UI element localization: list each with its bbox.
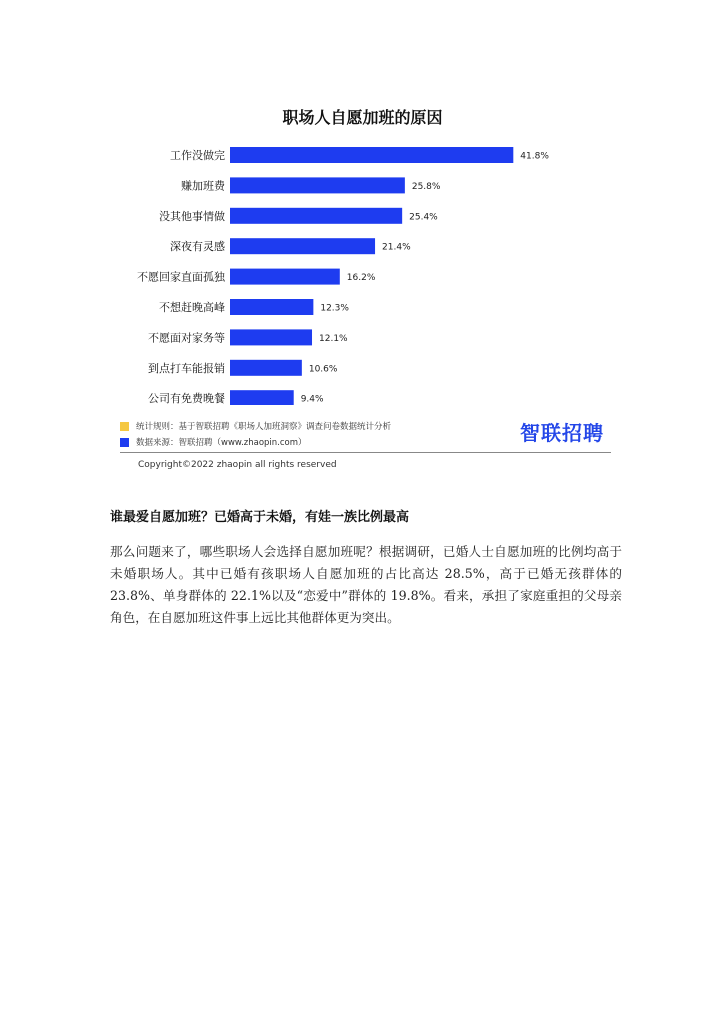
value-label: 12.3% [320,303,349,314]
value-label: 16.2% [346,273,376,284]
value-label: 25.8% [411,181,441,192]
value-label: 12.1% [319,333,348,344]
legend-square-yellow [120,422,129,431]
value-label: 25.4% [409,212,438,223]
legend-square-blue [120,438,129,447]
chart-figure [110,95,615,480]
bar [230,360,302,376]
category-label: 没其他事情做 [159,209,225,223]
footnote-source-text: 数据来源：智联招聘（www.zhaopin.com） [136,438,307,448]
brand-logo: 智联招聘 [520,421,604,445]
category-label: 工作没做完 [170,149,225,162]
copyright-text: Copyright©2022 zhaopin all rights reserved [138,460,337,470]
value-label: 21.4% [382,242,411,253]
bar [230,269,340,285]
category-label: 赚加班费 [181,179,225,193]
divider [120,452,611,453]
category-label: 到点打车能报销 [148,361,225,375]
bar [230,177,405,193]
value-label: 9.4% [300,394,324,405]
category-label: 不愿回家直面孤独 [137,270,225,284]
footnote-source [120,436,307,448]
category-label: 公司有免费晚餐 [148,392,225,405]
category-label: 深夜有灵感 [170,240,225,254]
bar [230,208,402,224]
bar [230,299,313,315]
body-paragraph: 那么问题来了，哪些职场人会选择自愿加班呢？根据调研，已婚人士自愿加班的比例均高于未婚职场人。其中已婚有孩职场人自愿加班的占比高达 28.5%，高于已婚无孩群体的 23.8%、单身群体的 22.1%以及“恋爱中”群体的 19.8%。看来，承担了家庭重担的父母亲角色，在自愿加班这件事上远比其他群体更为突出。 [110,544,622,625]
value-label: 10.6% [308,364,338,375]
chart-title: 职场人自愿加班的原因 [282,108,443,127]
value-label: 41.8% [520,151,549,162]
bar [230,329,312,345]
footnote-rule [120,420,391,432]
bar [230,390,294,405]
section-heading: 谁最爱自愿加班？已婚高于未婚，有娃一族比例最高 [110,510,410,525]
bar [230,238,375,254]
bar-chart [110,95,615,405]
bar [230,147,513,163]
footnote-rule-text: 统计规则：基于智联招聘《职场人加班洞察》调查问卷数据统计分析 [136,422,392,432]
category-label: 不想赶晚高峰 [159,301,225,314]
category-label: 不愿面对家务等 [148,331,225,345]
